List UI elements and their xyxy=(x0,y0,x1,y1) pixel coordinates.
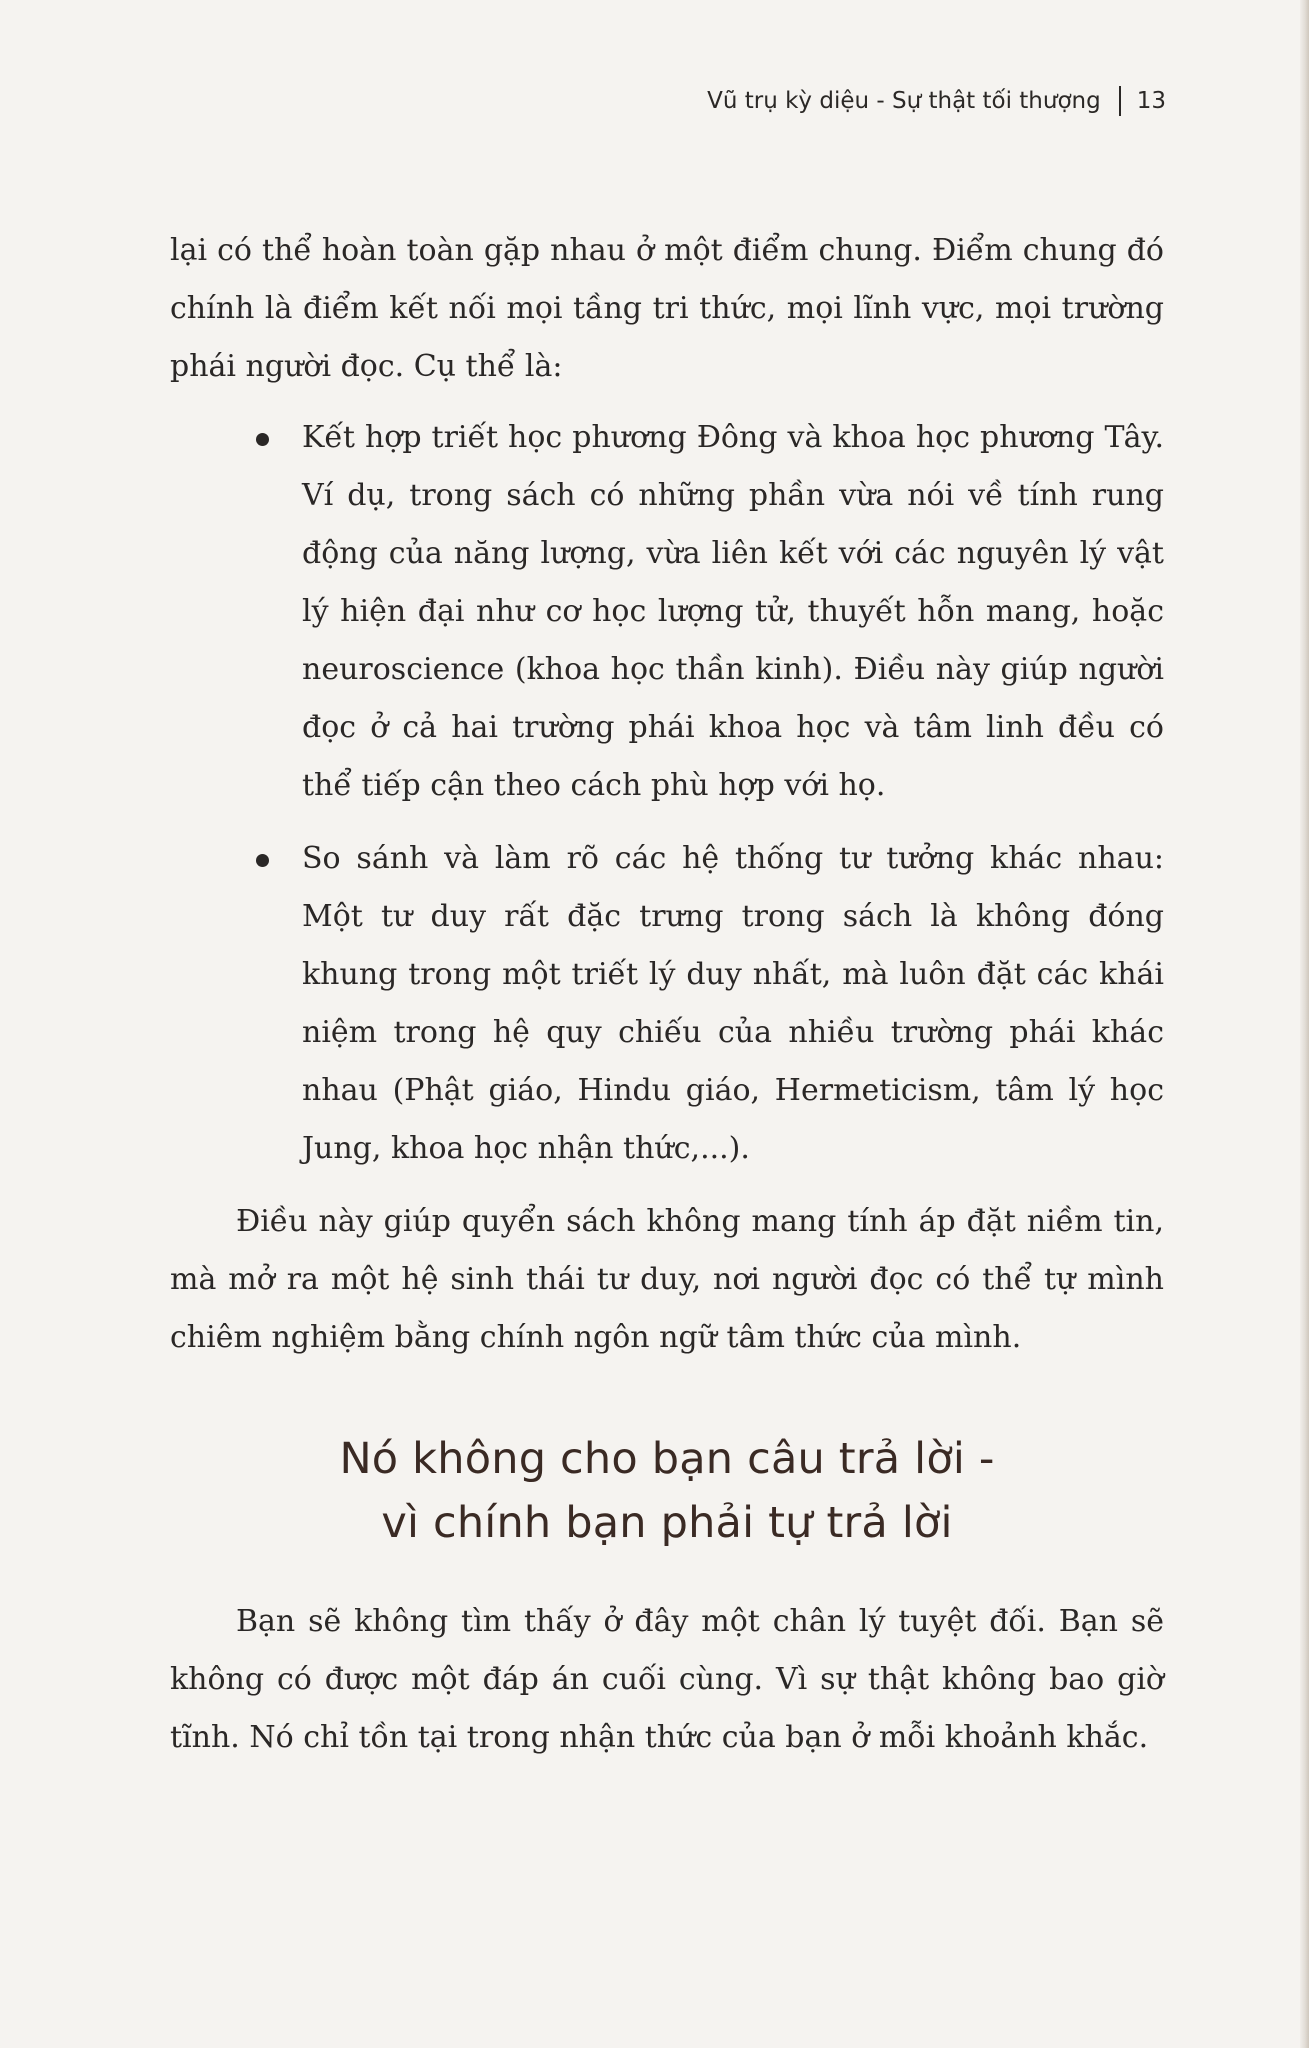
intro-paragraph: lại có thể hoàn toàn gặp nhau ở một điểm chung. Điểm chung đó chính là điểm kết nối mọi tầng tri thức, mọi lĩnh vực, mọi trường phái người đọc. Cụ thể là: xyxy=(170,233,1164,384)
bullet-list xyxy=(170,409,1164,1178)
section-heading xyxy=(170,1427,1164,1555)
summary-paragraph: Điều này giúp quyển sách không mang tính áp đặt niềm tin, mà mở ra một hệ sinh thái tư duy, nơi người đọc có thể tự mình chiêm nghiệm bằng chính ngôn ngữ tâm thức của mình. xyxy=(170,1204,1164,1355)
running-header xyxy=(707,86,1166,116)
page-number: 13 xyxy=(1136,88,1166,114)
page-body xyxy=(170,222,1164,1767)
bullet-text: Kết hợp triết học phương Đông và khoa học phương Tây. Ví dụ, trong sách có những phần vừa nói về tính rung động của năng lượng, vừa liên kết với các nguyên lý vật lý hiện đại như cơ học lượng tử, thuyết hỗn mang, hoặc neuroscience (khoa học thần kinh). Điều này giúp người đọc ở cả hai trường phái khoa học và tâm linh đều có thể tiếp cận theo cách phù hợp với họ. xyxy=(302,420,1164,803)
header-separator xyxy=(1119,86,1121,116)
section-heading-line1: Nó không cho bạn câu trả lời - xyxy=(339,1434,995,1484)
book-title: Vũ trụ kỳ diệu - Sự thật tối thượng xyxy=(707,88,1101,114)
closing-paragraph: Bạn sẽ không tìm thấy ở đây một chân lý tuyệt đối. Bạn sẽ không có được một đáp án cuối cùng. Vì sự thật không bao giờ tĩnh. Nó chỉ tồn tại trong nhận thức của bạn ở mỗi khoảnh khắc. xyxy=(170,1604,1164,1755)
bullet-item-compare-systems xyxy=(170,830,1164,1178)
page-edge xyxy=(1300,0,1309,2048)
bullet-dot-icon xyxy=(256,854,269,867)
bullet-item-east-west xyxy=(170,409,1164,815)
bullet-dot-icon xyxy=(256,433,269,446)
section-heading-line2: vì chính bạn phải tự trả lời xyxy=(381,1498,953,1548)
bullet-text: So sánh và làm rõ các hệ thống tư tưởng khác nhau: Một tư duy rất đặc trưng trong sách là không đóng khung trong một triết lý duy nhất, mà luôn đặt các khái niệm trong hệ quy chiếu của nhiều trường phái khác nhau (Phật giáo, Hindu giáo, Hermeticism, tâm lý học Jung, khoa học nhận thức,...). xyxy=(302,841,1164,1166)
